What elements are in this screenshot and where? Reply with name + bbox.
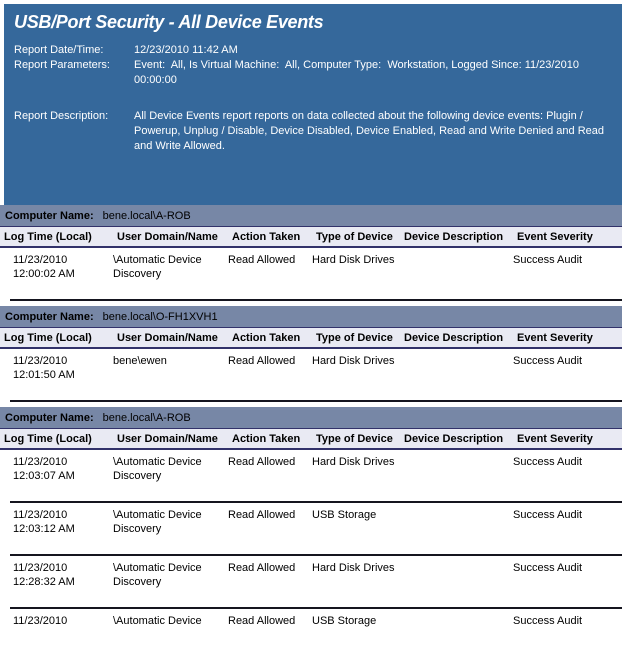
table-row [0, 450, 632, 501]
table-cell [400, 508, 513, 554]
column-header: Log Time (Local) [4, 331, 92, 344]
column-header-row [0, 429, 622, 450]
computer-section [0, 205, 632, 301]
field-value: 12/23/2010 11:42 AM [134, 44, 238, 56]
report-title: USB/Port Security - All Device Events [14, 12, 324, 32]
table-cell: Success Audit [513, 456, 583, 468]
table-cell: Read Allowed [228, 355, 296, 367]
table-cell: Success Audit [513, 615, 583, 627]
table-cell: 11/23/2010 12:01:50 AM [13, 355, 75, 381]
table-cell: \Automatic Device Discovery [113, 456, 202, 482]
column-header: Event Severity [517, 432, 593, 445]
table-cell: 11/23/2010 12:03:07 AM [13, 456, 75, 482]
table-row [0, 248, 632, 299]
column-header: Device Description [404, 230, 504, 243]
column-header: Device Description [404, 432, 504, 445]
table-cell [400, 614, 513, 660]
table-cell: \Automatic Device Discovery [113, 562, 202, 588]
field-label: Report Description: [14, 110, 109, 122]
table-cell: Success Audit [513, 562, 583, 574]
column-header: Event Severity [517, 331, 593, 344]
section-divider [10, 299, 622, 301]
column-header: User Domain/Name [117, 230, 218, 243]
table-cell: USB Storage [312, 509, 377, 521]
column-header: Log Time (Local) [4, 432, 92, 445]
table-cell: \Automatic Device Discovery [113, 254, 202, 280]
field-value: All Device Events report reports on data collected about the following device events: Plugin / Powerup, Unplug / Disable, Device Disabled, Device Enabled, Read and Write Denied and Read and Write Allowed. [134, 110, 608, 152]
table-cell [400, 561, 513, 607]
table-row [0, 503, 632, 554]
computer-name-bar [0, 407, 622, 429]
table-cell: \Automatic Device [113, 615, 202, 627]
column-header: Action Taken [232, 432, 301, 445]
computer-name-value: bene.local\A-ROB [102, 411, 191, 424]
computer-name-value: bene.local\O-FH1XVH1 [102, 310, 218, 323]
computer-name-label: Computer Name: [5, 411, 94, 424]
table-cell: Read Allowed [228, 615, 296, 627]
table-cell: Success Audit [513, 355, 583, 367]
field-label: Report Parameters: [14, 59, 110, 71]
column-header: Type of Device [316, 432, 393, 445]
column-header: User Domain/Name [117, 331, 218, 344]
table-row [0, 609, 632, 660]
table-cell: Hard Disk Drives [312, 254, 395, 266]
table-cell: USB Storage [312, 615, 377, 627]
section-divider [10, 400, 622, 402]
report-body [0, 205, 632, 660]
table-cell: \Automatic Device Discovery [113, 509, 202, 535]
report-fields [10, 43, 612, 154]
column-header: Action Taken [232, 331, 301, 344]
table-cell: Success Audit [513, 254, 583, 266]
table-cell: Read Allowed [228, 562, 296, 574]
table-cell: Read Allowed [228, 254, 296, 266]
field-value: Event: All, Is Virtual Machine: All, Computer Type: Workstation, Logged Since: 11/23/2010 00:00:00 [134, 59, 582, 86]
report-field [14, 43, 612, 58]
table-cell: bene\ewen [113, 355, 167, 367]
table-cell: 11/23/2010 12:28:32 AM [13, 562, 75, 588]
report-field [14, 58, 612, 88]
table-cell: 11/23/2010 [13, 615, 68, 627]
computer-name-bar [0, 306, 622, 328]
column-header: Log Time (Local) [4, 230, 92, 243]
table-cell [400, 354, 513, 400]
table-row [0, 556, 632, 607]
column-header-row [0, 328, 622, 349]
table-cell [400, 253, 513, 299]
report-header [4, 4, 622, 205]
column-header: Type of Device [316, 230, 393, 243]
field-label: Report Date/Time: [14, 44, 104, 56]
report-page [0, 4, 632, 660]
column-header: Event Severity [517, 230, 593, 243]
table-cell: Hard Disk Drives [312, 562, 395, 574]
table-cell: Hard Disk Drives [312, 456, 395, 468]
table-cell: 11/23/2010 12:03:12 AM [13, 509, 75, 535]
computer-name-label: Computer Name: [5, 310, 94, 323]
computer-name-bar [0, 205, 622, 227]
table-row [0, 349, 632, 400]
table-cell: Read Allowed [228, 456, 296, 468]
table-cell: Read Allowed [228, 509, 296, 521]
table-cell [400, 455, 513, 501]
table-cell: Hard Disk Drives [312, 355, 395, 367]
column-header: Type of Device [316, 331, 393, 344]
computer-section [0, 306, 632, 402]
computer-section [0, 407, 632, 660]
table-cell: 11/23/2010 12:00:02 AM [13, 254, 75, 280]
report-field [14, 109, 612, 154]
computer-name-value: bene.local\A-ROB [102, 209, 191, 222]
computer-name-label: Computer Name: [5, 209, 94, 222]
table-cell: Success Audit [513, 509, 583, 521]
column-header-row [0, 227, 622, 248]
column-header: Action Taken [232, 230, 301, 243]
column-header: User Domain/Name [117, 432, 218, 445]
column-header: Device Description [404, 331, 504, 344]
